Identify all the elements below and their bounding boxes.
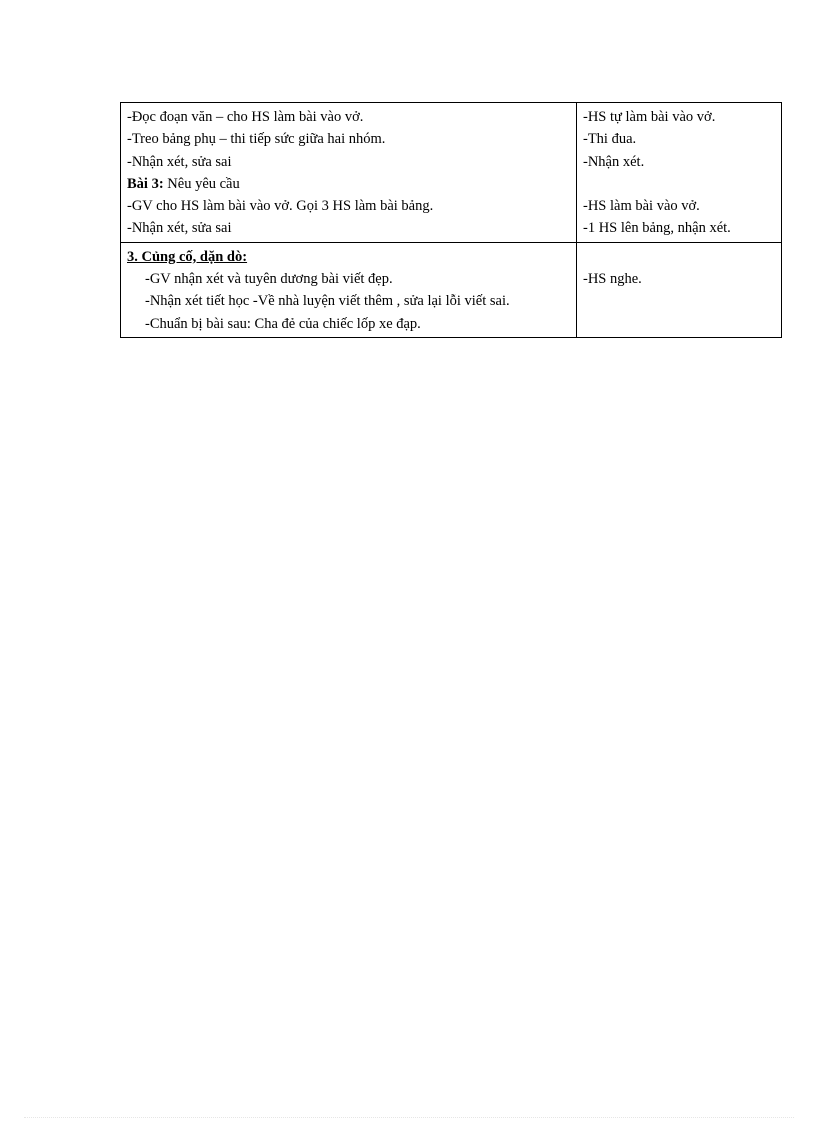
teacher-line: -GV cho HS làm bài vào vở. Gọi 3 HS làm bài bảng. (127, 198, 434, 215)
student-activities-cell (577, 103, 782, 243)
spacer (583, 246, 775, 268)
exercise-3-label: Bài 3: (127, 175, 164, 192)
teacher-line: -GV nhận xét và tuyên dương bài viết đẹp. (145, 271, 393, 288)
teacher-line: -Đọc đoạn văn – cho HS làm bài vào vở. (127, 109, 364, 125)
section-heading: 3. Củng cố, dặn dò: (127, 248, 248, 265)
teacher-line: -Nhận xét, sửa sai (127, 220, 232, 237)
student-line: -1 HS lên bảng, nhận xét. (583, 220, 731, 237)
table-row (121, 103, 782, 243)
student-line: -HS nghe. (583, 271, 642, 288)
teacher-activities-cell (121, 242, 577, 337)
teacher-line: -Nhận xét, sửa sai (127, 153, 232, 170)
student-activities-cell (577, 242, 782, 337)
teacher-activities-cell (121, 103, 577, 243)
lesson-plan-table (120, 102, 782, 338)
page-bottom-rule (24, 1117, 794, 1118)
student-line: -HS tự làm bài vào vở. (583, 109, 716, 125)
student-line: -HS làm bài vào vở. (583, 198, 700, 215)
exercise-3-line (127, 173, 570, 195)
student-line: -Nhận xét. (583, 153, 645, 170)
teacher-line: -Treo bảng phụ – thi tiếp sức giữa hai nhóm. (127, 131, 386, 148)
exercise-3-text: Nêu yêu cầu (163, 175, 240, 192)
spacer (583, 173, 775, 195)
teacher-line: -Chuẩn bị bài sau: Cha đẻ của chiếc lốp xe đạp. (145, 315, 421, 332)
student-line: -Thi đua. (583, 131, 637, 148)
table-row (121, 242, 782, 337)
teacher-line: -Nhận xét tiết học -Về nhà luyện viết thêm , sửa lại lỗi viết sai. (145, 293, 510, 310)
